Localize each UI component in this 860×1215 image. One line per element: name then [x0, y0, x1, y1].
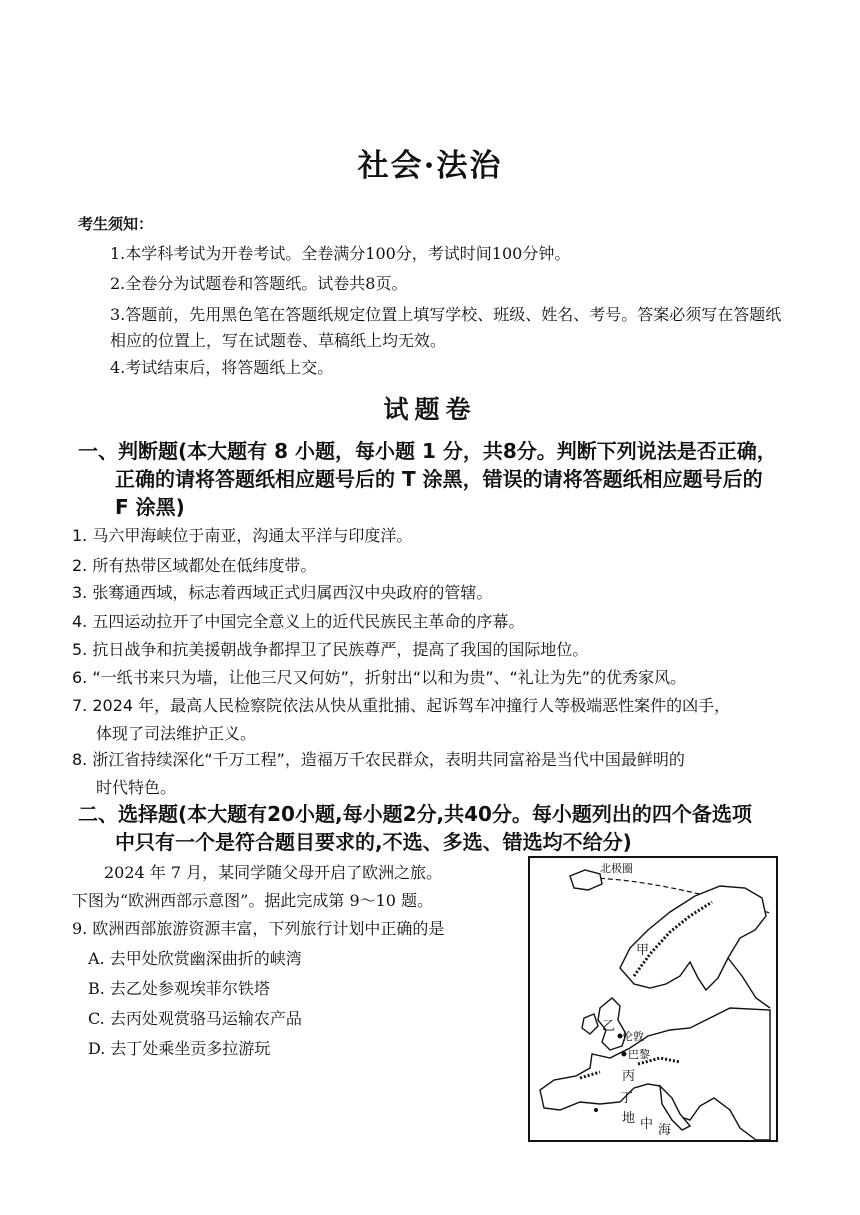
- notice-item-4: 4.考试结束后，将答题纸上交。: [110, 358, 334, 377]
- judgment-8-line-2: 时代特色。: [96, 778, 177, 797]
- notice-item-1: 1.本学科考试为开卷考试。全卷满分100分，考试时间100分钟。: [110, 244, 571, 263]
- sea-label-2: 中: [640, 1117, 654, 1132]
- section-1-line-3: F 涂黑): [115, 495, 185, 519]
- paris-label: 巴黎: [628, 1048, 650, 1061]
- judgment-6: 6. “一纸书来只为墙，让他三尺又何妨”，折射出“以和为贵”、“礼让为先”的优秀家风。: [72, 668, 687, 687]
- scenario-intro: 2024 年 7 月，某同学随父母开启了欧洲之旅。: [104, 863, 443, 882]
- notice-item-3: 3.答题前，先用黑色笔在答题纸规定位置上填写学校、班级、姓名、考号。答案必须写在答题纸相应的位置上，写在试题卷、草稿纸上均无效。: [110, 305, 782, 350]
- section-1-heading: [78, 437, 798, 521]
- question-9-option-c: C. 去丙处观赏骆马运输农产品: [88, 1009, 302, 1028]
- judgment-2: 2. 所有热带区域都处在低纬度带。: [72, 556, 317, 575]
- map-instruction: 下图为“欧洲西部示意图”。据此完成第 9～10 题。: [72, 891, 434, 910]
- page-title: 社会·法治: [357, 148, 503, 184]
- label-ding: 丁: [620, 1091, 634, 1106]
- question-9-stem: 9. 欧洲西部旅游资源丰富，下列旅行计划中正确的是: [72, 919, 445, 938]
- section-1-line-2: 正确的请将答题纸相应题号后的 T 涂黑，错误的请将答题纸相应题号后的: [115, 467, 763, 491]
- map-drawing: [530, 858, 776, 1140]
- ireland-outline: [582, 1014, 598, 1034]
- question-9-option-b: B. 去乙处参观埃菲尔铁塔: [88, 979, 270, 998]
- question-9-option-d: D. 去丁处乘坐贡多拉游玩: [88, 1039, 271, 1058]
- section-2-heading: [78, 800, 798, 856]
- question-9-option-a: A. 去甲处欣赏幽深曲折的峡湾: [88, 949, 302, 968]
- judgment-1: 1. 马六甲海峡位于南亚，沟通太平洋与印度洋。: [72, 526, 413, 545]
- label-bing: 丙: [622, 1069, 636, 1084]
- paris-dot: [622, 1052, 627, 1057]
- sea-label-1: 地: [622, 1111, 636, 1126]
- iceland-outline: [570, 870, 602, 890]
- label-jia: 甲: [636, 943, 650, 958]
- judgment-7-line-1: 7. 2024 年，最高人民检察院依法从快从重批捕、起诉驾车冲撞行人等极端恶性案件的凶手，: [72, 696, 731, 715]
- scandinavia-outline: [620, 886, 766, 990]
- judgment-7: [72, 692, 792, 748]
- mediterranean-island-dot: [594, 1108, 598, 1112]
- arctic-circle-label: 北极圈: [600, 862, 633, 875]
- judgment-8: [72, 746, 792, 802]
- judgment-7-line-2: 体现了司法维护正义。: [96, 724, 257, 743]
- judgment-8-line-1: 8. 浙江省持续深化“千万工程”，造福万千农民群众，表明共同富裕是当代中国最鲜明的: [72, 750, 685, 769]
- sea-label-3: 海: [658, 1123, 672, 1138]
- judgment-5: 5. 抗日战争和抗美援朝战争都捍卫了民族尊严，提高了我国的国际地位。: [72, 640, 589, 659]
- finland-coast: [728, 958, 770, 1008]
- western-europe-map: [528, 856, 778, 1142]
- paper-subtitle: 试题卷: [383, 395, 477, 424]
- label-yi: 乙: [602, 1019, 616, 1034]
- notice-heading: 考生须知：: [78, 215, 154, 233]
- mainland-europe-outline: [540, 1008, 770, 1140]
- judgment-3: 3. 张骞通西域，标志着西域正式归属西汉中央政府的管辖。: [72, 583, 493, 602]
- london-label: 伦敦: [622, 1030, 644, 1043]
- notice-item-2: 2.全卷分为试题卷和答题纸。试卷共8页。: [110, 274, 408, 293]
- section-2-line-2: 中只有一个是符合题目要求的,不选、多选、错选均不给分): [115, 830, 632, 854]
- judgment-4: 4. 五四运动拉开了中国完全意义上的近代民族民主革命的序幕。: [72, 612, 525, 631]
- section-2-line-1: 二、选择题(本大题有20小题,每小题2分,共40分。每小题列出的四个备选项: [78, 802, 752, 826]
- section-1-line-1: 一、判断题(本大题有 8 小题，每小题 1 分，共8分。判断下列说法是否正确，: [78, 439, 777, 463]
